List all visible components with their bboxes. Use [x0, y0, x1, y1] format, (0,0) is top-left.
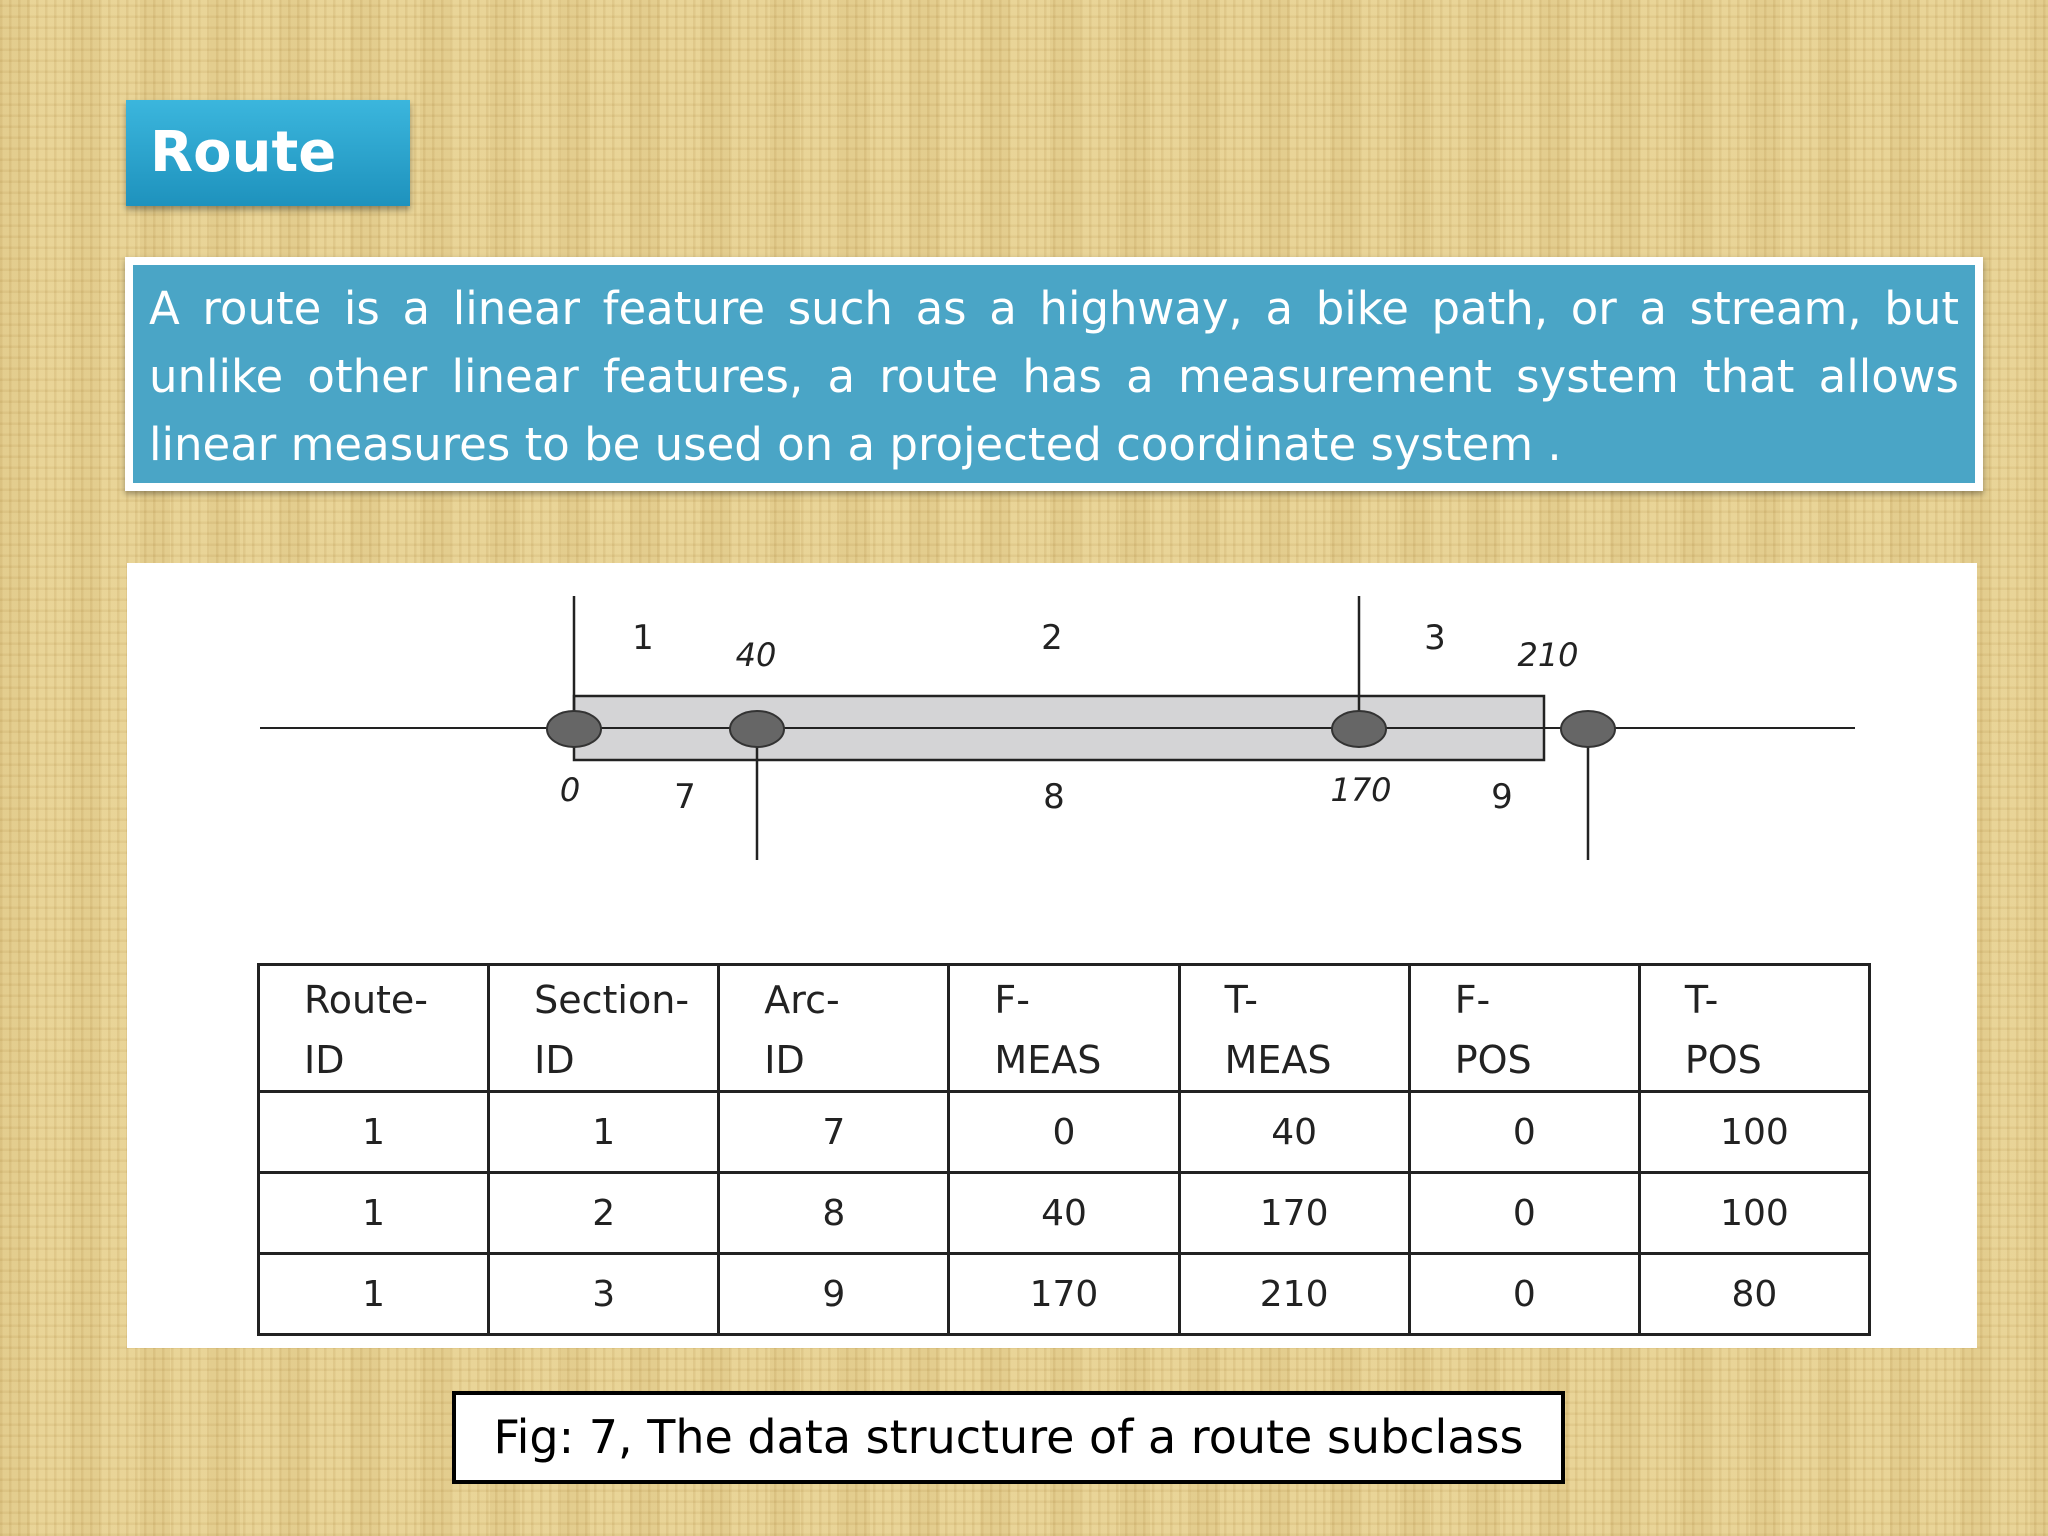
table-cell: 80 — [1639, 1254, 1869, 1335]
header-f-pos: F- POS — [1409, 965, 1639, 1092]
measure-label: 170 — [1330, 771, 1392, 809]
header-t-pos: T- POS — [1639, 965, 1869, 1092]
table-header-row — [259, 965, 1870, 1092]
description-box: A route is a linear feature such as a highway, a bike path, or a stream, but unlike other linear features, a route has a measurement system that allows linear measures to be used on a projected coordinate system . — [125, 257, 1983, 491]
header-f-meas: F- MEAS — [949, 965, 1179, 1092]
header-arc-id: Arc- ID — [719, 965, 949, 1092]
table-cell: 1 — [489, 1092, 719, 1173]
section-label: 3 — [1424, 618, 1446, 658]
table-cell: 0 — [949, 1092, 1179, 1173]
arc-label: 7 — [674, 777, 696, 817]
table-cell: 1 — [259, 1254, 489, 1335]
table-cell: 0 — [1409, 1173, 1639, 1254]
route-table — [257, 963, 1871, 1336]
arc-label: 9 — [1491, 777, 1513, 817]
table-cell: 170 — [949, 1254, 1179, 1335]
measure-label: 0 — [559, 771, 581, 809]
table-cell: 100 — [1639, 1092, 1869, 1173]
route-diagram — [127, 563, 1977, 963]
table-row — [259, 1254, 1870, 1335]
table-cell: 7 — [719, 1092, 949, 1173]
route-figure — [127, 563, 1977, 1348]
table-cell: 0 — [1409, 1092, 1639, 1173]
table-cell: 1 — [259, 1092, 489, 1173]
node — [547, 711, 601, 747]
section-label: 1 — [632, 618, 654, 658]
figure-caption: Fig: 7, The data structure of a route subclass — [452, 1391, 1565, 1484]
table-cell: 3 — [489, 1254, 719, 1335]
slide-title: Route — [126, 100, 410, 206]
section-label: 2 — [1041, 618, 1063, 658]
node — [1332, 711, 1386, 747]
table-cell: 40 — [949, 1173, 1179, 1254]
table-cell: 8 — [719, 1173, 949, 1254]
table-cell: 210 — [1179, 1254, 1409, 1335]
node — [1561, 711, 1615, 747]
table-row — [259, 1173, 1870, 1254]
table-cell: 9 — [719, 1254, 949, 1335]
header-t-meas: T- MEAS — [1179, 965, 1409, 1092]
table-cell: 170 — [1179, 1173, 1409, 1254]
measure-label: 210 — [1517, 636, 1579, 674]
header-section-id: Section- ID — [489, 965, 719, 1092]
table-cell: 100 — [1639, 1173, 1869, 1254]
header-route-id: Route- ID — [259, 965, 489, 1092]
arc-label: 8 — [1043, 777, 1065, 817]
measure-label: 40 — [735, 636, 777, 674]
table-cell: 2 — [489, 1173, 719, 1254]
node — [730, 711, 784, 747]
table-row — [259, 1092, 1870, 1173]
table-cell: 1 — [259, 1173, 489, 1254]
table-cell: 0 — [1409, 1254, 1639, 1335]
table-cell: 40 — [1179, 1092, 1409, 1173]
